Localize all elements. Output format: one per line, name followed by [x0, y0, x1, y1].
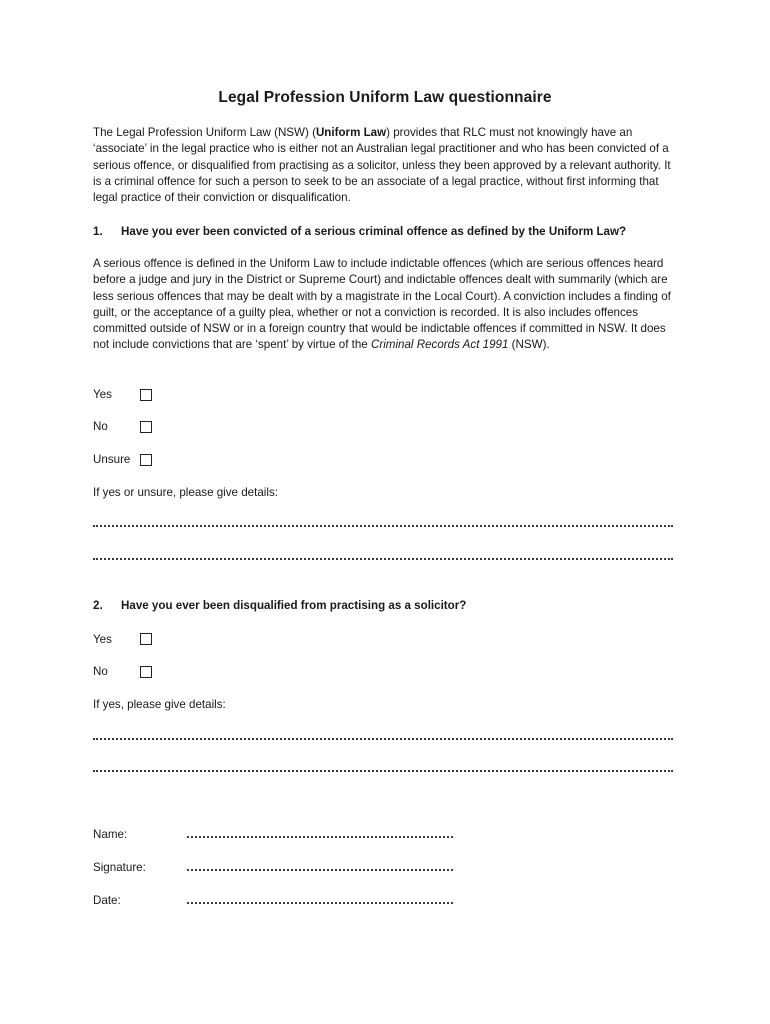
question-1-number: 1.	[93, 225, 103, 238]
date-field[interactable]	[187, 902, 453, 904]
q2-option-yes-label: Yes	[93, 633, 112, 646]
question-2-number: 2.	[93, 599, 103, 612]
q1-details-line-1[interactable]	[93, 525, 673, 527]
q2-details-line-1[interactable]	[93, 738, 673, 740]
document-title: Legal Profession Uniform Law questionnaire	[218, 89, 552, 106]
question-2-text: Have you ever been disqualified from practising as a solicitor?	[121, 599, 467, 612]
q1-option-unsure-label: Unsure	[93, 453, 131, 466]
signature-label: Signature:	[93, 861, 146, 874]
question-1-explanation	[93, 256, 679, 354]
q1-no-checkbox[interactable]	[140, 421, 152, 433]
name-field[interactable]	[187, 836, 453, 838]
q1-unsure-checkbox[interactable]	[140, 454, 152, 466]
question-2-heading	[93, 599, 466, 612]
q2-no-checkbox[interactable]	[140, 666, 152, 678]
intro-text-2: ) provides that RLC must not knowingly have an ‘associate’ in the legal practice who is either not an Australian legal practitioner and who has been convicted of a serious offence, or disqualified from practising as a solicitor, unless they been approved by a relevant authority. It is a criminal offence for such a person to seek to be an associate of a legal practice, without first informing that legal practice of their conviction or disqualification.	[93, 126, 671, 205]
q1-option-yes-label: Yes	[93, 388, 112, 401]
q2-option-no-label: No	[93, 665, 108, 678]
q1-option-no-label: No	[93, 420, 108, 433]
q1-details-line-2[interactable]	[93, 558, 673, 560]
q2-details-label: If yes, please give details:	[93, 698, 226, 711]
signature-field[interactable]	[187, 869, 453, 871]
q1-body-text-2: (NSW).	[508, 338, 550, 352]
question-1-text: Have you ever been convicted of a serious criminal offence as defined by the Uniform Law?	[121, 225, 627, 238]
question-1-heading	[93, 225, 626, 238]
q1-body-text-1: A serious offence is defined in the Uniform Law to include indictable offences (which are serious offences heard before a judge and jury in the District or Supreme Court) and indictable offences dealt with summarily (which are less serious offences that may be dealt with by a magistrate in the Local Court). A conviction includes a finding of guilt, or the acceptance of a guilty plea, whether or not a conviction is recorded. It is also includes offences committed outside of NSW or in a foreign country that would be indictable offences if committed in NSW. It does not include convictions that are ‘spent’ by virtue of the	[93, 257, 671, 352]
intro-text-1: The Legal Profession Uniform Law (NSW) (	[93, 126, 316, 139]
q1-body-act-name: Criminal Records Act 1991	[370, 338, 509, 352]
q1-yes-checkbox[interactable]	[140, 389, 152, 401]
name-label: Name:	[93, 828, 128, 841]
q2-yes-checkbox[interactable]	[140, 633, 152, 645]
intro-paragraph	[93, 125, 679, 206]
intro-defined-term: Uniform Law	[315, 126, 387, 139]
q1-details-label: If yes or unsure, please give details:	[93, 486, 278, 499]
date-label: Date:	[93, 894, 121, 907]
q2-details-line-2[interactable]	[93, 770, 673, 772]
